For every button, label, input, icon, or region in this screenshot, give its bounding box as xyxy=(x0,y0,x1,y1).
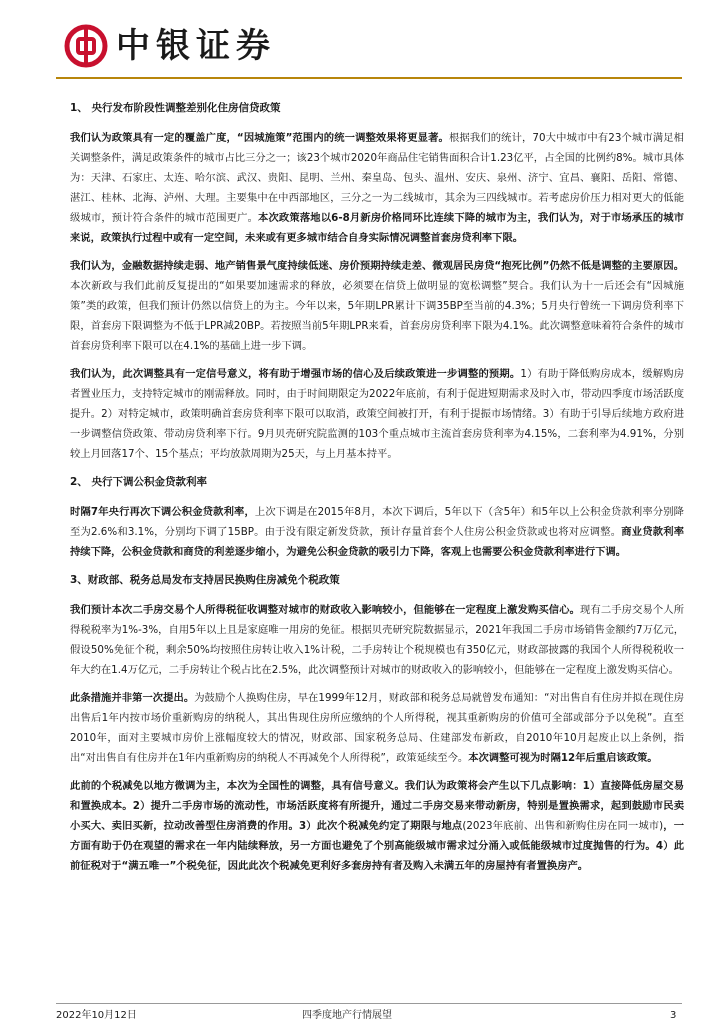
paragraph-1-tail: 本次政策落地以6-8月新房价格同环比连续下降的城市为主，我们认为，对于市场承压的城市来说，政策执行过程中或有一定空间，未来或有更多城市结合自身实际情况调整首套房贷利率下限。 xyxy=(70,212,685,244)
header-rule xyxy=(56,77,682,79)
paragraph-7-text: (2023年底前、出售和新购住房在同一城市) xyxy=(462,820,664,832)
paragraph-4-tail: 商业贷款利率持续下降，公积金贷款和商贷的利差逐步缩小，为避免公积金贷款的吸引力下降，客观上也需要公积金贷款利率进行下调。 xyxy=(70,526,684,558)
section-3-title: 3、财政部、税务总局发布支持居民换购住房减免个税政策 xyxy=(70,574,340,586)
paragraph-3-text: 1）有助于降低购房成本，缓解购房者置业压力，支持特定城市的刚需释放。同时，由于时间期限定为2022年底前，有利于促进短期需求及时入市，带动四季度市场活跃度提升。2）对特定城市，政策明确首套房贷利率下限可以取消，政策空间被打开，有利于提振市场情绪。3）有助于引导后续地方政府进一步调整信贷政策、带动房贷利率下行。9月贝壳研究院监测的103个重点城市主流首套房贷利率为4.15%，二套利率为4.91%，分别较上月回落17个、15个基点；平均放款周期为25天，与上月基本持平。 xyxy=(70,368,684,460)
paragraph-6 xyxy=(70,688,684,768)
paragraph-6-lead: 此条措施并非第一次提出。 xyxy=(70,692,195,704)
paragraph-2 xyxy=(70,256,684,356)
paragraph-5-text: 现有二手房交易个人所得税税率为1%-3%，自用5年以上且是家庭唯一用房的免征。根据贝壳研究院数据显示，2021年我国二手房市场销售金额约7万亿元，假设50%免征个税，剩余50%均按照住房转让收入1%计税，二手房转让个税规模也有350亿元，财政部披露的我国个人所得税税收一年大约在1.4万亿元，二手房转让个税占比在2.5%，此次调整预计对城市的财政收入的影响较小，但能够在一定程度上激发购买信心。 xyxy=(70,604,685,676)
paragraph-1-text: 根据我们的统计，70大中城市中有23个城市满足相关调整条件，满足政策条件的城市占比三分之一；该23个城市2020年商品住宅销售面积合计1.23亿平，占全国的比例约8%。城市具体为：天津、石家庄、太连、哈尔滨、武汉、贵阳、昆明、兰州、秦皇岛、包头、温州、安庆、泉州、济宁、宜昌、襄阳、岳阳、常德、湛江、桂林、北海、泸州、大理。主要集中在中西部地区，三分之一为二线城市，其余为三四线城市。若考虑房价压力相对更大的低能级城市，预计符合条件的城市范围更广。 xyxy=(70,132,685,224)
paragraph-6-tail: 本次调整可视为时隔12年后重启该政策。 xyxy=(468,752,658,764)
paragraph-5-lead: 我们预计本次二手房交易个人所得税征收调整对城市的财政收入影响较小，但能够在一定程度上激发购买信心。 xyxy=(70,604,581,616)
paragraph-3-lead: 我们认为，此次调整具有一定信号意义，将有助于增强市场的信心及后续政策进一步调整的预期。 xyxy=(70,368,521,380)
paragraph-7-lead: 此前的个税减免以地方微调为主，本次为全国性的调整，具有信号意义。我们认为政策将会产生以下几点影响：1）直接降低房屋交易和置换成本。2）提升二手房市场的流动性，市场活跃度将有所提升，通过二手房交易来带动新房，特别是置换需求，起到鼓励市民卖小买大、卖旧买新，拉动改善型住房消费的作用。3）此次个税减免约定了期限与地点 xyxy=(70,780,684,832)
section-2-title: 2、 央行下调公积金贷款利率 xyxy=(70,476,207,488)
bank-of-china-logo-icon xyxy=(64,24,108,68)
footer-rule xyxy=(56,1003,682,1004)
page-header xyxy=(50,18,690,74)
paragraph-4-text: 上次下调是在2015年8月，本次下调后，5年以下（含5年）和5年以上公积金贷款利率分别降至为2.6%和3.1%，分别均下调了15BP。由于没有限定新发贷款，预计存量首套个人住房公积金贷款或也将对应调整。 xyxy=(70,506,684,538)
paragraph-4-lead: 时隔7年央行再次下调公积金贷款利率， xyxy=(70,506,255,518)
paragraph-1 xyxy=(70,128,684,248)
report-body xyxy=(70,92,684,884)
paragraph-1-lead: 我们认为政策具有一定的覆盖广度，“因城施策”范围内的统一调整效果将更显著。 xyxy=(70,132,449,144)
paragraph-2-text: 本次新政与我们此前反复提出的“如果要加速需求的释放，必须要在信贷上做明显的宽松调整”契合。我们认为十一后还会有“因城施策”类的政策，但我们预计仍然以信贷上的为主。今年以来，5年期LPR累计下调35BP至当前的4.3%；5月央行曾统一下调房贷利率下限，首套房下限调整为不低于LPR减20BP。若按照当前5年期LPR来看，首套房房贷利率下限为4.1%。此次调整意味着符合条件的城市首套房贷利率下限可以在4.1%的基础上进一步下调。 xyxy=(70,280,684,352)
section-1-title: 1、 央行发布阶段性调整差别化住房信贷政策 xyxy=(70,102,281,114)
footer-date: 2022年10月12日 xyxy=(56,1010,137,1021)
paragraph-2-lead: 我们认为，金融数据持续走弱、地产销售景气度持续低迷、房价预期持续走差、微观居民房贷“抱死比例”仍然不低是调整的主要原因。 xyxy=(70,260,684,272)
paragraph-7-tail: ，一方面有助于仍在观望的需求在一年内陆续释放，另一方面也避免了个别高能级城市需求过分涌入或低能级城市过度抛售的行为。4）此前征税对于“满五唯一”个税免征，因此此次个税减免更利好多套房持有者及购入未满五年的房屋持有者置换房产。 xyxy=(70,820,685,872)
footer-report-title: 四季度地产行情展望 xyxy=(302,1010,392,1021)
paragraph-6-text: 为鼓励个人换购住房，早在1999年12月，财政部和税务总局就曾发布通知：“对出售自有住房并拟在现住房出售后1年内按市场价重新购房的纳税人，其出售现住房所应缴纳的个人所得税，视其重新购房的价值可全部或部分予以免税”。直至2010年，面对主要城市房价上涨幅度较大的情况，财政部、国家税务总局、住建部发布新政，自2010年10月起废止以上条例，指出“对出售自有住房并在1年内重新购房的纳税人不再减免个人所得税”，政策延续至今。 xyxy=(70,692,685,764)
paragraph-3 xyxy=(70,364,684,464)
page-number: 3 xyxy=(670,1010,677,1021)
brand-name: 中银证券 xyxy=(116,26,276,66)
paragraph-7 xyxy=(70,776,684,876)
paragraph-5 xyxy=(70,600,684,680)
paragraph-4 xyxy=(70,502,684,562)
